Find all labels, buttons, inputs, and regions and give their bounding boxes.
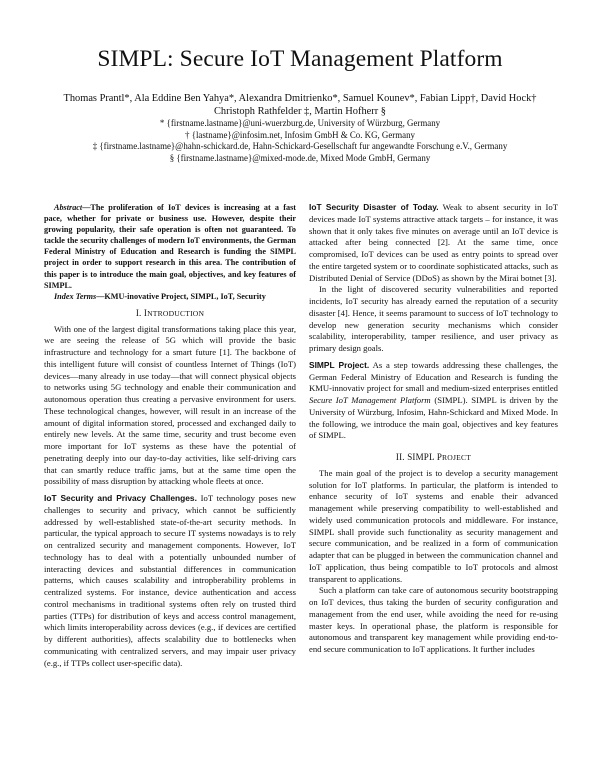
project-heading: SIMPL Project. xyxy=(309,359,370,370)
affiliation-wuerzburg: * {firstname.lastname}@uni-wuerzburg.de, University of Würzburg, Germany xyxy=(159,118,441,128)
disaster-heading: IoT Security Disaster of Today. xyxy=(309,202,439,212)
simpl-goal-paragraph: The main goal of the project is to develop a security management solution for IoT platforms. In particular, the platform is intended to enhance security of IoT systems and enable their advanced management while preserving compatibility to well-established and widely used communication protocols and middleware. For instance, SIMPL shall provide such functionality as security management and secure communication, and be realized in a form of communication adapter that can be plugged in between the communication channel and IoT application, thus being compatible to IoT protocols and almost transparent to applications. xyxy=(309,467,558,584)
section-heading-introduction: I. INTRODUCTION xyxy=(135,307,205,318)
affiliation-list xyxy=(40,118,560,164)
section-heading-simpl-project: II. SIMPL PROJECT xyxy=(395,452,472,462)
affiliation-mixed-mode: § {firstname.lastname}@mixed-mode.de, Mixed Mode GmbH, Germany xyxy=(169,152,431,163)
simpl-platform-paragraph: Such a platform can take care of autonomous security bootstrapping on IoT devices, thus taking the burden of security configuration and management from the end user, while avoiding the need for re-using master keys. In operational phase, the platform is responsible for autonomous and transparent key management while providing end-to-end secure communication to IoT applications. It further includes xyxy=(309,585,558,654)
disaster-paragraph xyxy=(309,202,558,284)
authors-line-2: Christoph Rathfelder ‡, Martin Hofherr § xyxy=(214,106,386,117)
paper-title: SIMPL: Secure IoT Management Platform xyxy=(97,46,503,72)
challenges-paragraph xyxy=(44,493,296,669)
challenges-text: IoT technology poses new challenges to security and privacy, which cannot be sufficiently addressed by well-established state-of-the-art security methods. In particular, the typical approach to secure IT systems nowadays is to rely on centralized security and management components. However, IoT technology has to deal with a potentially unbounded number of interacting devices and substantial differences in communication patterns, which causes scalability and intropberability problems in centralized systems. For instance, device authentication and access control mechanisms in traditional systems often rely on trusted third parties (TTPs) for distribution of keys and access control management, which limits interoperability across devices (e.g., if devices are certified by different authorities), affects scalability due to bottlenecks when communicating with centralized servers, and may impair user privacy (e.g., if TTPs collect user-specific data). xyxy=(44,493,296,668)
authors-line-1: Thomas Prantl*, Ala Eddine Ben Yahya*, Alexandra Dmitrienko*, Samuel Kounev*, Fabian Lipp†, David Hock† xyxy=(63,93,537,104)
challenges-heading: IoT Security and Privacy Challenges. xyxy=(44,493,197,504)
project-text-a: As a step towards addressing these challenges, the German Federal Ministry of Education and Research is funding the KMU-innovativ project for small and medium-sized enterprises entitled xyxy=(309,359,558,394)
project-text-b: (SIMPL). SIMPL is driven by the University of Würzburg, Infosim, Hahn-Schickard and Mixed Mode. In the following, we introduce the main goal, objectives and key features of SIMPL. xyxy=(309,395,558,441)
intro-paragraph: With one of the largest digital transformations taking place this year, we are seeing the release of 5G which will provide the basic infrastructure and technology for a smart future [1]. The backbone of this intelligent future will consist of countless Internet of Things (IoT) devices—many already in use today—that will connect physical objects to networks using 5G technology and enable their communication and autonomous operation thus creating a pervasive environment for users. These technological changes, however, will result in an increase of the amount of digital information stored, processed and exchanged daily to entirely new levels. At the same time, security and trust become even more important for IoT systems as these have the potential of penetrating deeply into our day-to-day activities, like self-driving cars that can smartly reduce traffic jams, but at the same time open the possibility of mass disruption by attacking whole fleets at once. xyxy=(44,323,296,487)
affiliation-infosim: † {lastname}@infosim.net, Infosim GmbH & Co. KG, Germany xyxy=(185,129,415,140)
index-terms-text: —KMU-inovative Project, SIMPL, IoT, Security xyxy=(96,291,266,301)
disaster-text: Weak to absent security in IoT devices made IoT systems attractive attack targets – for instance, it was shown that it only takes five minutes on average until an IoT device is attacked after being connected [2]. At the same time, once compromised, IoT devices can be used as entry points to spread over the entire targeted system or to coordinate sophisticated attacks, such as Distributed Denial of Service (DDoS) as shown by the Mirai botnet [3]. xyxy=(309,202,558,283)
project-paragraph xyxy=(309,360,558,442)
author-list xyxy=(40,92,560,118)
index-terms xyxy=(44,291,296,302)
affiliation-hahn-schickard: ‡ {firstname.lastname}@hahn-schickard.de, Hahn-Schickard-Gesellschaft fur angewandte Forschung e.V., Germany xyxy=(92,141,508,152)
disaster-followup-paragraph: In the light of discovered security vulnerabilities and reported incidents, IoT security has already earned the reputation of a security disaster [4]. Hence, it seems paramount to success of IoT technology to develop new generation security mechanisms which consider scalability, interoperability, tamper resilience, and user privacy as primary design goals. xyxy=(309,284,558,353)
abstract-text: —The proliferation of IoT devices is increasing at a fast pace, whether for private or business use. However, despite their growing popularity, their safe operation is often not guaranteed. To tackle the security challenges of modern IoT environments, the German Federal Ministry of Education and Research is funding the SIMPL project in order to support research in this area. The contribution of this paper is to introduce the main goal, objectives, and key features of SIMPL. xyxy=(44,203,296,290)
abstract-label: Abstract xyxy=(54,203,83,212)
project-title-italic: Secure IoT Management Platform xyxy=(309,395,431,405)
index-terms-label: Index Terms xyxy=(54,291,97,301)
right-column xyxy=(309,202,558,656)
abstract xyxy=(44,202,296,291)
left-column xyxy=(44,202,296,669)
